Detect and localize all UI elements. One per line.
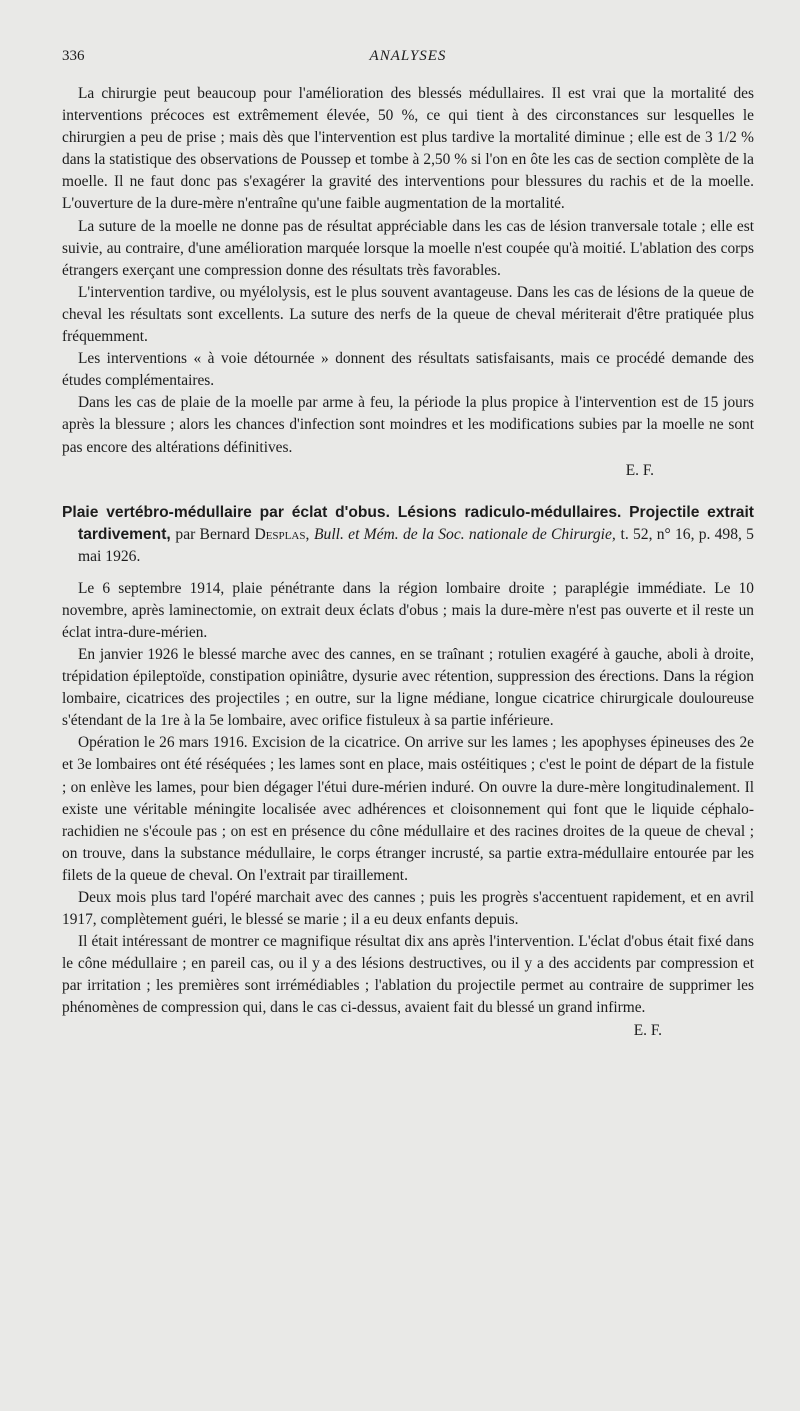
page-header [62,48,754,74]
paragraph: La chirurgie peut beaucoup pour l'amélioration des blessés médullaires. Il est vrai que la mortalité des interventions précoces est extrêmement élevée, 50 %, ce qui tient à des circonstances sur lesquelles le chirurgien a peu de prise ; mais dès que l'intervention est plus tardive la mortalité diminue ; elle est de 3 1/2 % dans la statistique des observations de Poussep et tombe à 2,50 % si l'on en ôte les cas de section complète de la moelle. Il ne faut donc pas s'exagérer la gravité des interventions pour blessures du rachis et de la moelle. L'ouverture de la dure-mère n'entraîne qu'une faible augmentation de la mortalité. [62,85,754,213]
running-title: ANALYSES [369,48,447,64]
paragraph: L'intervention tardive, ou myélolysis, est le plus souvent avantageuse. Dans les cas de lésions de la queue de cheval les résultats sont excellents. La suture des nerfs de la queue de cheval mériterait d'être pratiquée plus fréquemment. [62,283,754,346]
paragraph: En janvier 1926 le blessé marche avec des cannes, en se traînant ; rotulien exagéré à gauche, aboli à droite, trépidation épileptoïde, constipation opiniâtre, dysurie avec rétention, suppression des érections. Dans la région lombaire, cicatrices des projectiles ; en outre, sur la ligne médiane, longue cicatrice chirurgicale douloureuse s'étendant de la 1re à la 5e lombaire, avec orifice fistuleux à sa partie inférieure. [62,645,754,730]
paragraph: Le 6 septembre 1914, plaie pénétrante dans la région lombaire droite ; paraplégie immédiate. Le 10 novembre, après laminectomie, on extrait deux éclats d'obus ; mais la dure-mère n'est pas ouverte et il reste un éclat intra-dure-mérien. [62,579,754,641]
reviewer-signature: E. F. [633,1021,662,1039]
paragraph: Il était intéressant de montrer ce magnifique résultat dix ans après l'intervention. L'éclat d'obus était fixé dans le cône médullaire ; en pareil cas, ou il y a des lésions destructives, ou il y a des accidents par compression et par irritation ; les premières sont irrémédiables ; l'ablation du projectile permet au contraire de supprimer les phénomènes de compression qui, dans le cas ci-dessus, avaient fait du blessé un grand infirme. [62,933,754,1017]
page-number: 336 [62,48,85,64]
paragraph: Les interventions « à voie détournée » donnent des résultats satisfaisants, mais ce procédé demande des études complémentaires. [62,350,754,390]
author-name: Desplas, [254,525,310,543]
reference-by: par Bernard [175,525,250,543]
reviewer-signature: E. F. [625,461,654,479]
paragraph: Deux mois plus tard l'opéré marchait avec des cannes ; puis les progrès s'accentuent rapidement, et en avril 1917, complètement guéri, le blessé se marie ; il a eu deux enfants depuis. [62,889,754,929]
article-body [62,83,754,1042]
paragraph: Opération le 26 mars 1916. Excision de la cicatrice. On arrive sur les lames ; les apophyses épineuses des 2e et 3e lombaires ont été réséquées ; les lames sont en place, mais ostéitiques ; c'est le point de départ de la fistule ; on enlève les lames, pour bien dégager l'étui dure-mérien induré. On ouvre la dure-mère longitudinalement. Il existe une véritable méningite localisée avec adhérences et cloisonnement qui font que le liquide céphalo-rachidien ne s'écoule pas ; on est en présence du cône médullaire et des racines droites de la queue de cheval ; on trouve, dans la substance médullaire, le corps étranger incrusté, sa partie extra-médullaire entourée par les filets de la queue de cheval. On l'extrait par tiraillement. [62,734,754,884]
review-title: Plaie vertébro-médullaire par éclat d'obus. Lésions radiculo-médullaires. Projectile extrait tardivement, [62,503,754,543]
citation: t. 52, n° 16, p. 498, 5 mai 1926. [78,525,754,565]
paragraph: La suture de la moelle ne donne pas de résultat appréciable dans les cas de lésion tranversale totale ; elle est suivie, au contraire, d'une amélioration marquée lorsque la moelle n'est coupée qu'à moitié. L'ablation des corps étrangers exerçant une compression donne des résultats très favorables. [62,217,754,279]
journal-name: Bull. et Mém. de la Soc. nationale de Chirurgie, [314,525,616,543]
review-heading [62,502,754,568]
paragraph: Dans les cas de plaie de la moelle par arme à feu, la période la plus propice à l'intervention est de 15 jours après la blessure ; alors les chances d'infection sont moindres et les modifications subies par la moelle ne sont pas encore des altérations définitives. [62,394,754,456]
